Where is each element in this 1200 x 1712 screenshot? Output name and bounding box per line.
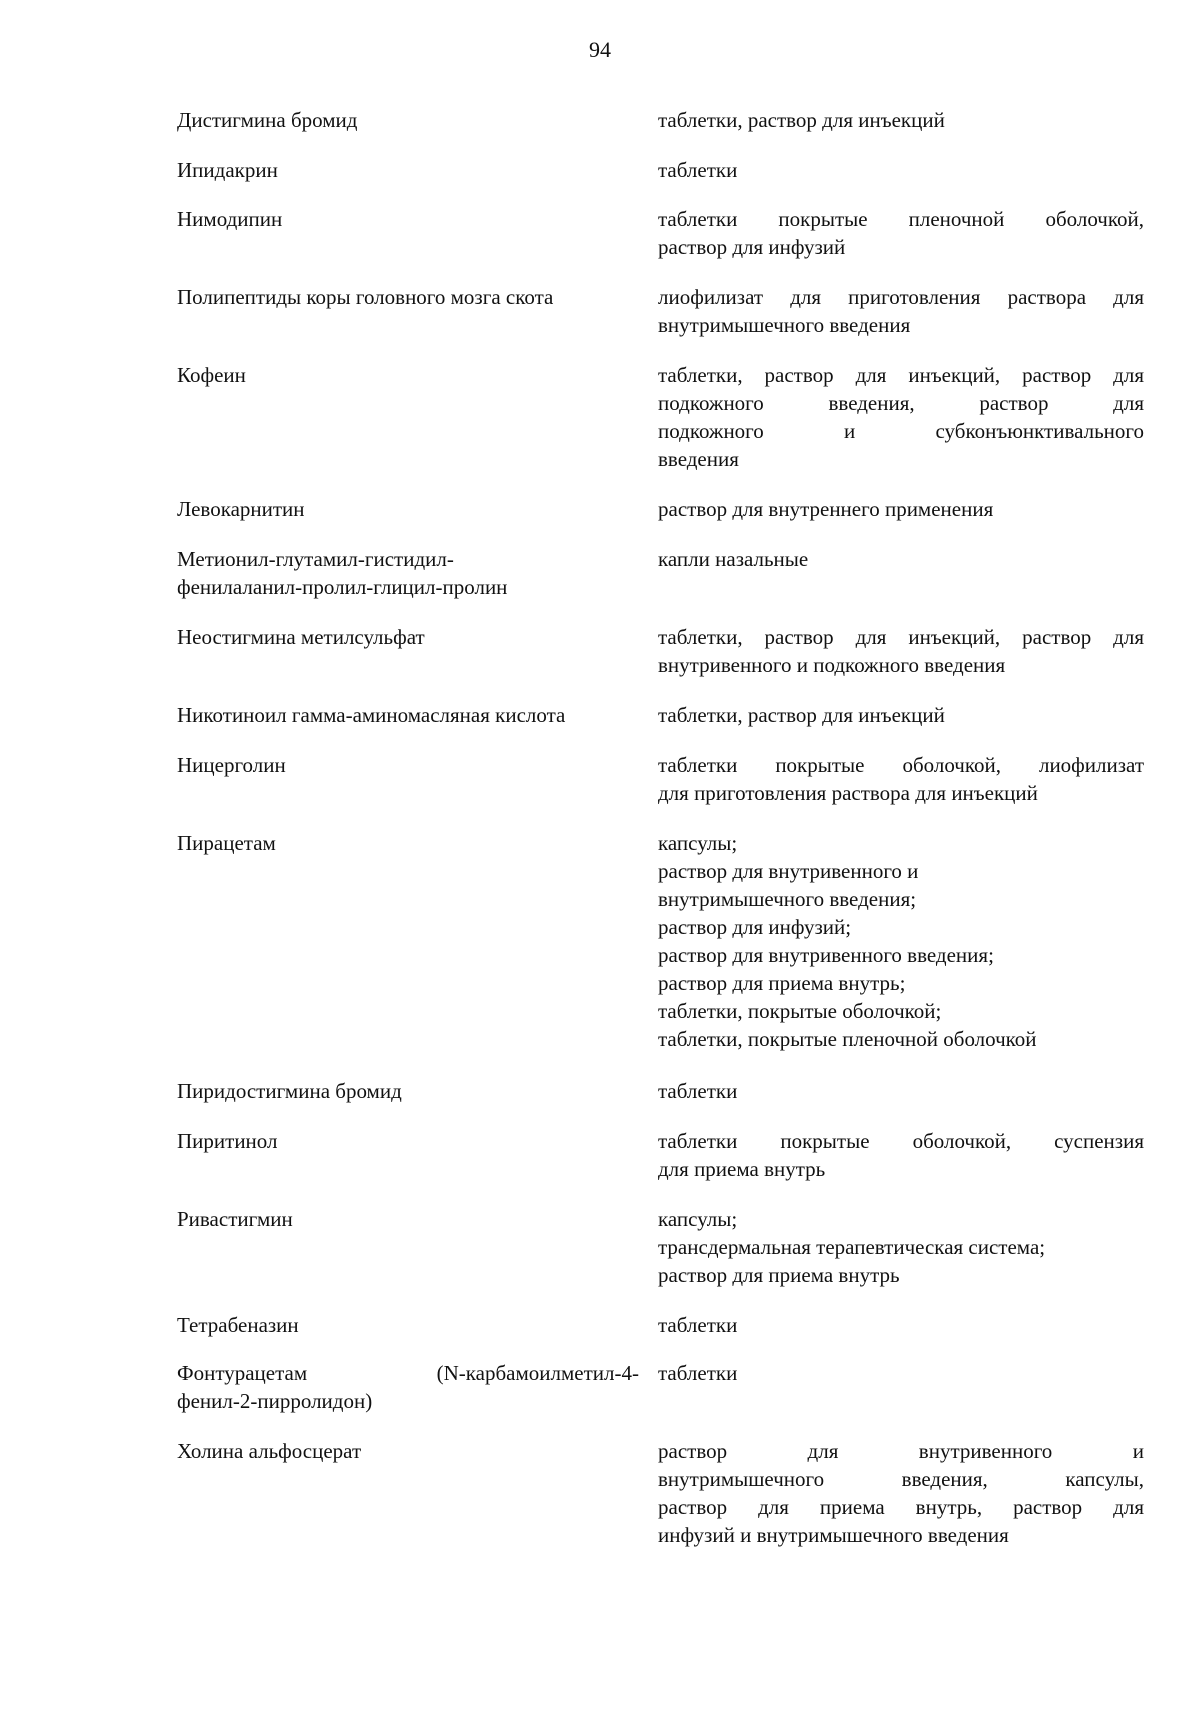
drug-form: таблетки	[658, 1079, 738, 1103]
drug-name: Нимодипин	[177, 207, 283, 231]
drug-form: таблетки покрытые оболочкой, лиофилизат для приготовления раствора для инъекций	[658, 753, 1144, 805]
drug-form: раствор для внутреннего применения	[658, 497, 994, 521]
drug-form: капли назальные	[658, 547, 809, 571]
drug-name: Ницерголин	[177, 753, 286, 777]
drug-name: Пиридостигмина бромид	[177, 1079, 402, 1103]
drug-name: Метионил-глутамил-гистидил- фенилаланил-пролил-глицил-пролин	[177, 547, 508, 599]
drug-form: таблетки	[658, 1313, 738, 1337]
drug-form: таблетки	[658, 1361, 738, 1385]
drug-form: таблетки, раствор для инъекций	[658, 703, 945, 727]
drug-form: таблетки, раствор для инъекций, раствор для подкожного введения, раствор для подкожного и субконъюнктивального введения	[658, 363, 1144, 471]
drug-form: таблетки, раствор для инъекций, раствор для внутривенного и подкожного введения	[658, 625, 1144, 677]
drug-name: Тетрабеназин	[177, 1313, 299, 1337]
drug-name: Холина альфосцерат	[177, 1439, 362, 1463]
drug-name: Ривастигмин	[177, 1207, 293, 1231]
drug-form: таблетки покрытые оболочкой, суспензия для приема внутрь	[658, 1129, 1144, 1181]
drug-name: Дистигмина бромид	[177, 108, 358, 132]
drug-name: Ипидакрин	[177, 158, 278, 182]
drug-name: Пирацетам	[177, 831, 276, 855]
drug-form: таблетки	[658, 158, 738, 182]
drug-name: Фонтурацетам (N-карбамоилметил-4- фенил-2-пирролидон)	[177, 1361, 639, 1413]
drug-form: капсулы; раствор для внутривенного и внутримышечного введения; раствор для инфузий; раствор для внутривенного введения; раствор для приема внутрь; таблетки, покрытые оболочкой; таблетки, покрытые пленочной оболочкой	[658, 831, 1037, 1051]
page-number: 94	[589, 37, 611, 62]
drug-name: Никотиноил гамма-аминомасляная кислота	[177, 703, 566, 727]
drug-name: Пиритинол	[177, 1129, 278, 1153]
drug-name: Левокарнитин	[177, 497, 305, 521]
drug-form: таблетки покрытые пленочной оболочкой, раствор для инфузий	[658, 207, 1144, 259]
drug-form: раствор для внутривенного и внутримышечного введения, капсулы, раствор для приема внутрь, раствор для инфузий и внутримышечного введения	[658, 1439, 1144, 1547]
drug-form: таблетки, раствор для инъекций	[658, 108, 945, 132]
drug-name: Неостигмина метилсульфат	[177, 625, 425, 649]
drug-form: капсулы; трансдермальная терапевтическая система; раствор для приема внутрь	[658, 1207, 1046, 1287]
drug-name: Полипептиды коры головного мозга скота	[177, 285, 554, 309]
drug-name: Кофеин	[177, 363, 246, 387]
drug-form: лиофилизат для приготовления раствора для внутримышечного введения	[658, 285, 1144, 337]
